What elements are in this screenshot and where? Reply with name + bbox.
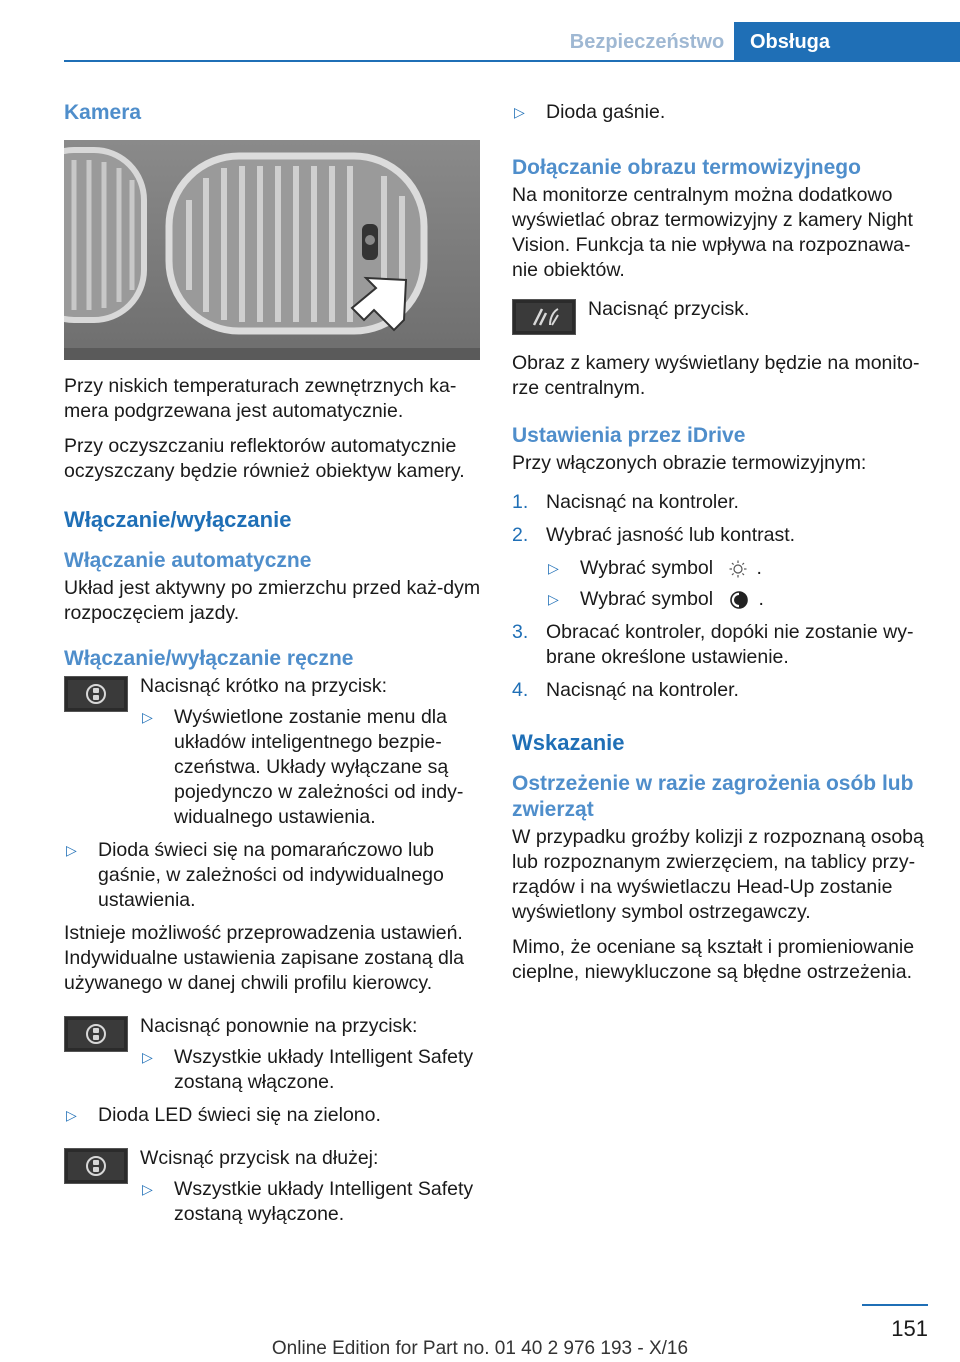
camera-grille-photo bbox=[64, 140, 480, 360]
para-thermal: Na monitorze centralnym można dodatkowo wyświetlać obraz termowizyjny z kamery Night Vision. Funkcja ta nie wpływa na rozpoznawa‐nie obiektów. bbox=[512, 184, 913, 281]
list-item: ▷ Dioda gaśnie. bbox=[514, 101, 666, 123]
list-item: ▷ Dioda świeci się na pomarańczowo lub gaśnie, w zależności od indywidualnego ustawienia. bbox=[66, 839, 444, 911]
heading-kamera: Kamera bbox=[64, 101, 142, 124]
triangle-bullet-icon: ▷ bbox=[142, 709, 153, 725]
safety-button-icon bbox=[64, 1148, 128, 1184]
para-warning: W przypadku groźby kolizji z rozpoznaną osobą lub rozpoznanym zwierzęciem, na tablicy przy‐rządów i na wyświetlaczu Head-Up zostanie wyświetlony symbol ostrzegawczy. bbox=[512, 826, 924, 923]
heading-onoff: Włączanie/wyłączanie bbox=[64, 507, 292, 532]
heading-idrive: Ustawienia przez iDrive bbox=[512, 424, 746, 447]
para-kamera-1: Przy niskich temperaturach zewnętrznych ka‐mera podgrzewana jest automatycznie. bbox=[64, 375, 457, 422]
list-item: 4. Nacisnąć na kontroler. bbox=[512, 679, 739, 701]
heading-thermal: Dołączanie obrazu termowizyjnego bbox=[512, 156, 861, 179]
button-step-1 bbox=[64, 674, 482, 830]
para-despite: Mimo, że oceniane są kształt i promieniowanie cieplne, niewykluczone są błędne ostrzeżenia. bbox=[512, 936, 915, 983]
list-item: ▷ Wszystkie układy Intelligent Safety zostaną wyłączone. bbox=[142, 1178, 474, 1225]
para-possible: Istnieje możliwość przeprowadzenia ustawień. Indywidualne ustawienia zapisane zostaną dla używanego w danej chwili profilu kierowcy. bbox=[64, 922, 465, 994]
list-item: ▷ Wybrać symbol . bbox=[548, 588, 764, 610]
nv-button-text: Nacisnąć przycisk. bbox=[588, 298, 750, 320]
list-item: ▷ Wszystkie układy Intelligent Safety zostaną włączone. bbox=[142, 1046, 474, 1093]
triangle-bullet-icon: ▷ bbox=[142, 1181, 153, 1197]
safety-button-icon bbox=[64, 1016, 128, 1052]
para-idrive: Przy włączonych obrazie termowizyjnym: bbox=[512, 452, 867, 474]
triangle-bullet-icon: ▷ bbox=[548, 591, 559, 607]
right-column bbox=[512, 100, 928, 995]
button-1-text: Nacisnąć krótko na przycisk: bbox=[140, 675, 388, 697]
night-vision-button-icon bbox=[512, 299, 576, 335]
heading-auto: Włączanie automatyczne bbox=[64, 549, 312, 572]
header-tabs bbox=[64, 22, 960, 62]
brightness-icon bbox=[729, 560, 747, 578]
list-item: 2. Wybrać jasność lub kontrast. ▷ Wybrać symbol . ▷ Wybrać symbol . bbox=[512, 523, 928, 612]
triangle-bullet-icon: ▷ bbox=[514, 104, 525, 120]
triangle-bullet-icon: ▷ bbox=[548, 560, 559, 576]
tab-bezpieczenstwo[interactable]: Bezpieczeństwo bbox=[569, 31, 725, 53]
page-number: 151 bbox=[891, 1316, 928, 1341]
heading-display: Wskazanie bbox=[512, 730, 625, 755]
list-item: ▷ Wybrać symbol . bbox=[548, 557, 762, 579]
triangle-bullet-icon: ▷ bbox=[66, 1107, 77, 1123]
button-2-text: Nacisnąć ponownie na przycisk: bbox=[140, 1015, 418, 1037]
para-image: Obraz z kamery wyświetlany będzie na monito‐rze centralnym. bbox=[512, 352, 920, 399]
list-item: 3. Obracać kontroler, dopóki nie zostanie wy‐brane określone ustawienie. bbox=[512, 621, 914, 668]
heading-warning: Ostrzeżenie w razie zagrożenia osób lub zwierząt bbox=[512, 772, 914, 821]
para-kamera-2: Przy oczyszczaniu reflektorów automatycznie oczyszczany będzie również obiektyw kamery. bbox=[64, 435, 465, 482]
button-3-text: Wcisnąć przycisk na dłużej: bbox=[140, 1147, 379, 1169]
heading-manual: Włączanie/wyłączanie ręczne bbox=[64, 647, 354, 670]
contrast-icon bbox=[729, 590, 749, 610]
button-step-3 bbox=[64, 1146, 482, 1227]
footer-edition: Online Edition for Part no. 01 40 2 976 193 - X/16 bbox=[271, 1338, 689, 1359]
safety-button-icon bbox=[64, 676, 128, 712]
tab-obsluga[interactable]: Obsługa bbox=[734, 22, 960, 62]
list-item: ▷ Wyświetlone zostanie menu dla układów inteligentnego bezpie‐czeństwa. Układy wyłączane są pojedynczo w zależności od indy‐widualnego ustawienia. bbox=[142, 706, 464, 828]
list-item: 1. Nacisnąć na kontroler. bbox=[512, 491, 739, 513]
header-rule bbox=[64, 60, 960, 62]
button-step-2 bbox=[64, 1014, 482, 1095]
para-auto: Układ jest aktywny po zmierzchu przed każ‐dym rozpoczęciem jazdy. bbox=[64, 577, 481, 624]
left-column bbox=[64, 100, 482, 1235]
triangle-bullet-icon: ▷ bbox=[142, 1049, 153, 1065]
triangle-bullet-icon: ▷ bbox=[66, 842, 77, 858]
footer-rule bbox=[862, 1304, 928, 1306]
night-vision-step bbox=[512, 297, 928, 337]
list-item: ▷ Dioda LED świeci się na zielono. bbox=[66, 1104, 381, 1126]
